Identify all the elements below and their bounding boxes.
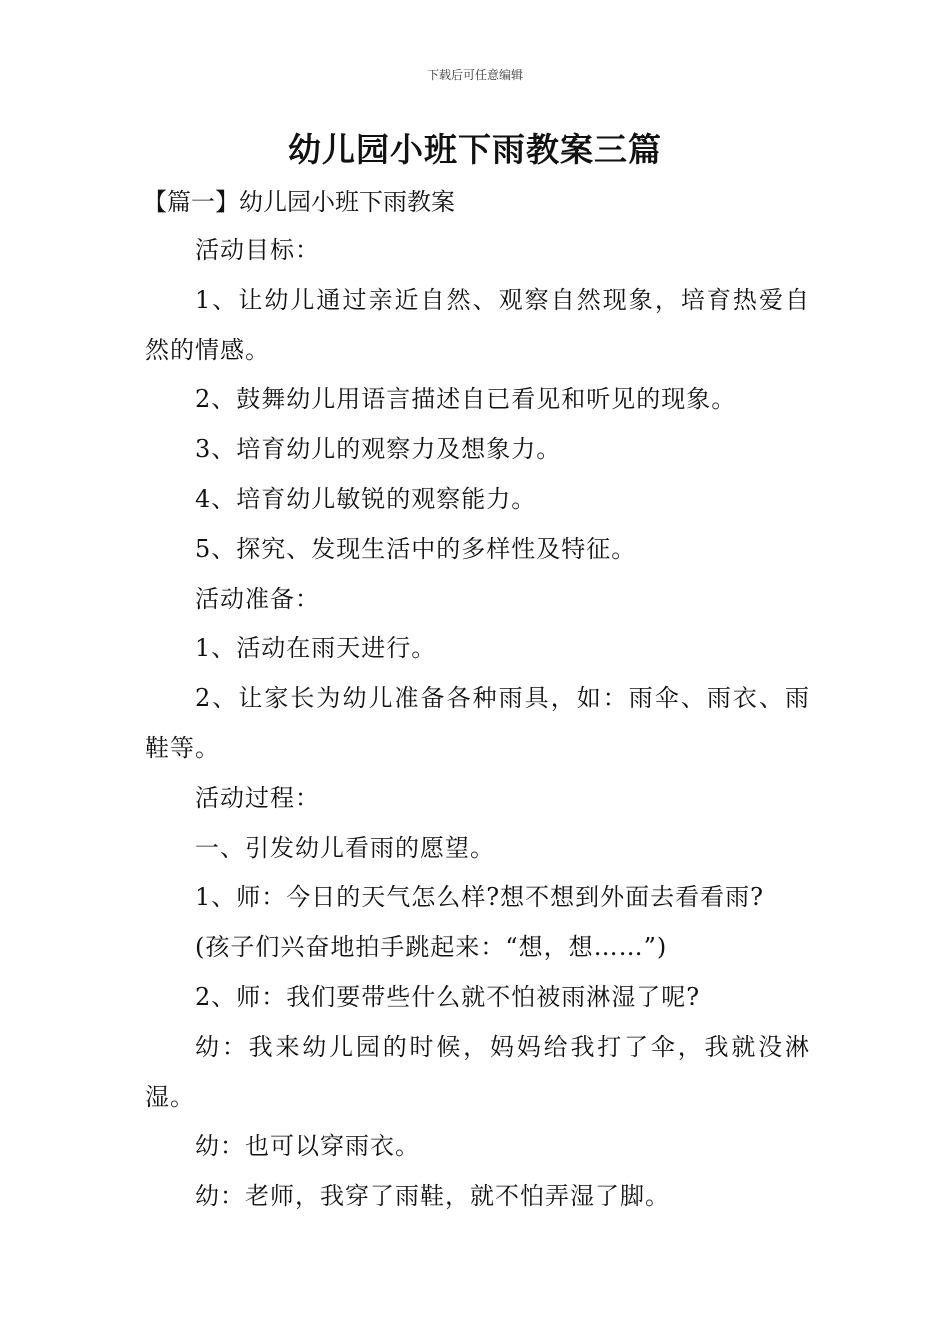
paragraph: 幼：也可以穿雨衣。 [195, 1132, 420, 1161]
paragraph: 一、引发幼儿看雨的愿望。 [195, 833, 495, 862]
paragraph: 1、师：今日的天气怎么样?想不想到外面去看看雨? [195, 883, 765, 912]
document-body [145, 226, 810, 1222]
paragraph: (孩子们兴奋地拍手跳起来：“想，想……”) [195, 933, 668, 962]
paragraph-objectives-heading: 活动目标： [195, 236, 320, 264]
page-header-note: 下载后可任意编辑 [426, 68, 523, 82]
paragraph-preparation-heading: 活动准备： [195, 584, 320, 613]
paragraph: 幼：老师，我穿了雨鞋，就不怕弄湿了脚。 [195, 1182, 670, 1211]
document-title: 幼儿园小班下雨教案三篇 [288, 130, 662, 169]
paragraph: 2、鼓舞幼儿用语言描述自已看见和听见的现象。 [195, 385, 737, 414]
paragraph: 4、培育幼儿敏锐的观察能力。 [195, 484, 537, 513]
paragraph-process-heading: 活动过程： [195, 783, 320, 812]
paragraph: 3、培育幼儿的观察力及想象力。 [195, 435, 562, 464]
paragraph: 2、让家长为幼儿准备各种雨具，如：雨伞、雨衣、雨鞋等。 [145, 684, 810, 762]
paragraph: 2、师：我们要带些什么就不怕被雨淋湿了呢? [195, 982, 701, 1011]
section-heading: 【篇一】幼儿园小班下雨教案 [143, 188, 455, 216]
paragraph: 5、探究、发现生活中的多样性及特征。 [195, 534, 637, 563]
paragraph: 幼：我来幼儿园的时候，妈妈给我打了伞，我就没淋湿。 [145, 1032, 810, 1111]
paragraph: 1、活动在雨天进行。 [195, 634, 437, 663]
paragraph: 1、让幼儿通过亲近自然、观察自然现象，培育热爱自然的情感。 [145, 285, 810, 364]
